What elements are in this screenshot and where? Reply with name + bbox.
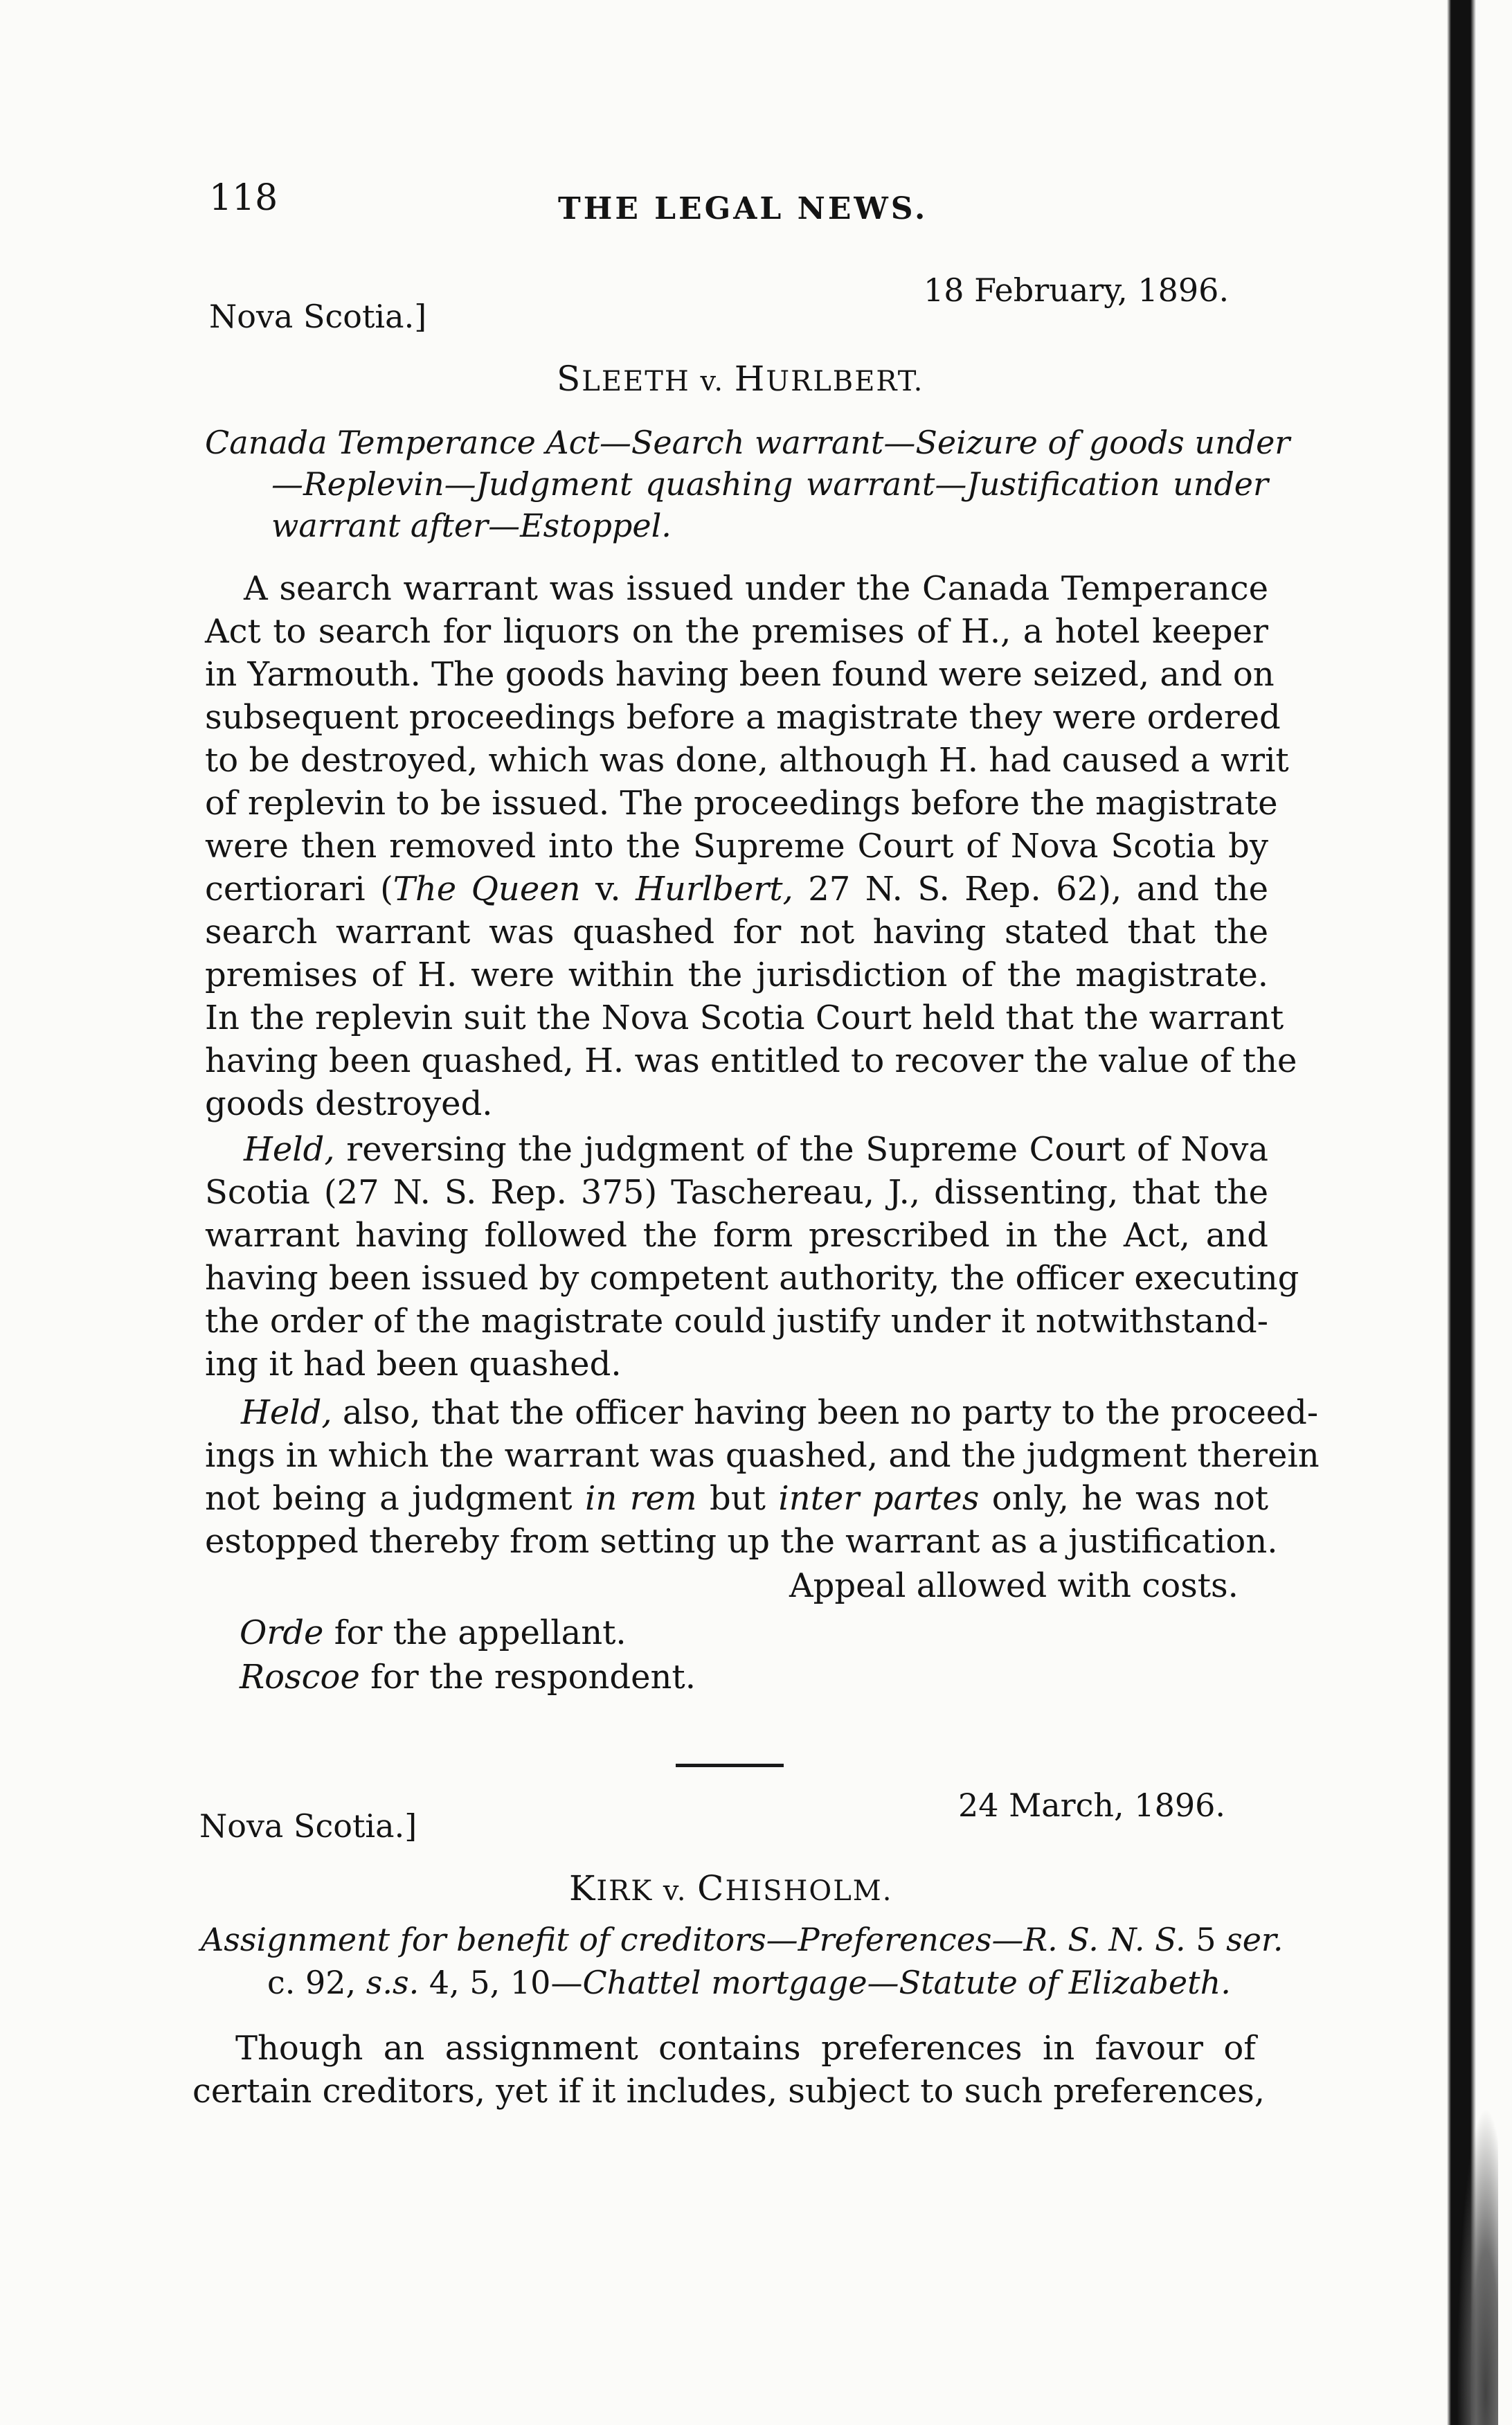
- case1-held-line: having been issued by competent authority, the officer executing: [205, 1259, 1299, 1298]
- case1-body-line: A search warrant was issued under the Canada Temperance: [244, 569, 1268, 608]
- case1-held-line: warrant having followed the form prescribed in the Act, and: [205, 1216, 1268, 1255]
- case1-held-line: Held, reversing the judgment of the Supreme Court of Nova: [244, 1130, 1268, 1169]
- case1-jurisdiction: Nova Scotia.]: [209, 298, 427, 335]
- case2-jurisdiction: Nova Scotia.]: [199, 1807, 417, 1845]
- case1-held-line: the order of the magistrate could justify under it notwithstand-: [205, 1302, 1268, 1341]
- case1-held2-line: not being a judgment in rem but inter partes only, he was not: [205, 1479, 1269, 1518]
- case1-body-line: In the replevin suit the Nova Scotia Court held that the warrant: [205, 999, 1284, 1037]
- page-edge-smudge: [1457, 2106, 1498, 2425]
- case1-body-line: subsequent proceedings before a magistrate they were ordered: [205, 698, 1281, 737]
- case1-body-line: to be destroyed, which was done, although H. had caused a writ: [205, 741, 1289, 780]
- case1-body-line: were then removed into the Supreme Court of Nova Scotia by: [205, 827, 1268, 866]
- case2-body-line: Though an assignment contains preferences in favour of: [235, 2029, 1256, 2068]
- case1-headnote-line: Canada Temperance Act—Search warrant—Seizure of goods under: [205, 424, 1290, 461]
- case1-title: SLEETH v. HURLBERT.: [557, 359, 924, 399]
- case1-body-line: premises of H. were within the jurisdiction of the magistrate.: [205, 956, 1268, 994]
- page-edge-shadow: [1443, 0, 1512, 2425]
- case1-body-line: search warrant was quashed for not having stated that the: [205, 913, 1268, 951]
- case2-title: KIRK v. CHISHOLM.: [569, 1868, 893, 1908]
- case1-date: 18 February, 1896.: [924, 271, 1230, 309]
- case1-held2-line: ings in which the warrant was quashed, and the judgment therein: [205, 1436, 1320, 1475]
- case1-body-line: having been quashed, H. was entitled to recover the value of the: [205, 1041, 1297, 1080]
- case1-body-line: certiorari (The Queen v. Hurlbert, 27 N. S. Rep. 62), and the: [205, 870, 1268, 909]
- case2-date: 24 March, 1896.: [958, 1787, 1225, 1824]
- case1-body-line: in Yarmouth. The goods having been found were seized, and on: [205, 655, 1275, 694]
- case1-counsel-respondent: Roscoe for the respondent.: [240, 1658, 696, 1697]
- case1-held-line: Scotia (27 N. S. Rep. 375) Taschereau, J., dissenting, that the: [205, 1173, 1268, 1212]
- case1-disposition: Appeal allowed with costs.: [789, 1566, 1239, 1605]
- page-number: 118: [209, 177, 278, 219]
- case1-held2-line: estopped thereby from setting up the warrant as a justification.: [205, 1522, 1278, 1561]
- case1-headnote-line: —Replevin—Judgment quashing warrant—Justification under: [271, 465, 1268, 503]
- case2-headnote-line: Assignment for benefit of creditors—Preferences—R. S. N. S. 5 ser.: [201, 1921, 1284, 1958]
- case2-headnote-line: c. 92, s.s. 4, 5, 10—Chattel mortgage—Statute of Elizabeth.: [267, 1964, 1231, 2001]
- section-divider: [676, 1764, 784, 1767]
- case1-body-line: Act to search for liquors on the premises of H., a hotel keeper: [205, 612, 1268, 651]
- case2-body-line: certain creditors, yet if it includes, subject to such preferences,: [192, 2072, 1266, 2111]
- case1-body-line: of replevin to be issued. The proceedings before the magistrate: [205, 784, 1278, 823]
- running-title: THE LEGAL NEWS.: [558, 191, 928, 226]
- case1-counsel-appellant: Orde for the appellant.: [240, 1613, 627, 1652]
- case1-held-line: ing it had been quashed.: [205, 1345, 622, 1384]
- case1-body-line: goods destroyed.: [205, 1084, 493, 1123]
- case1-headnote-line: warrant after—Estoppel.: [271, 507, 672, 544]
- case1-held2-line: Held, also, that the officer having been no party to the proceed-: [241, 1393, 1319, 1432]
